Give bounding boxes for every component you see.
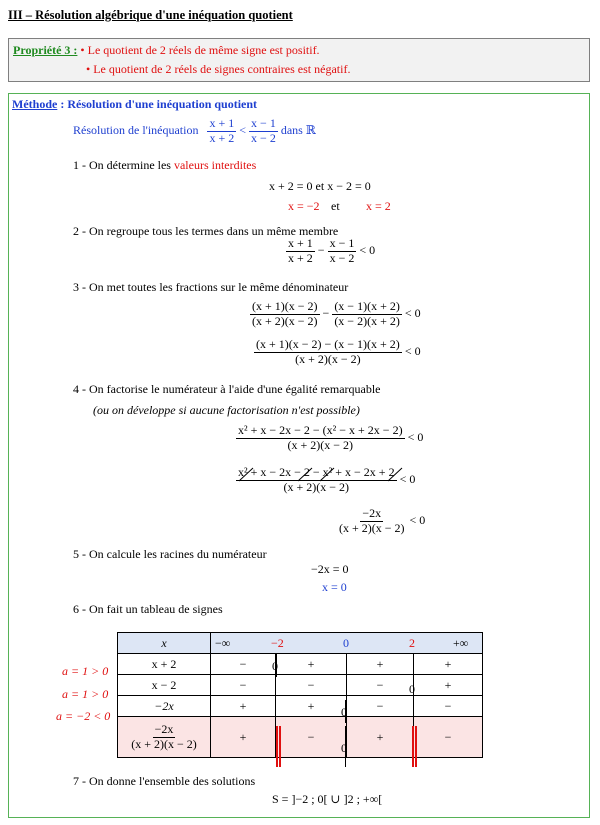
section-title: III – Résolution algébrique d'une inéquation quotient: [8, 8, 293, 22]
step-1-and: et: [331, 199, 340, 213]
row-2-sign-2: −: [276, 675, 347, 696]
quotient-sign-3: +: [347, 717, 414, 758]
intro-text: Résolution de l'inéquation: [73, 123, 199, 138]
sign-row-1: [118, 654, 483, 675]
coef-row-3: a = −2 < 0: [56, 709, 111, 723]
step-1-solution-1: x = −2: [288, 199, 320, 213]
header-value-0: 0: [343, 636, 349, 650]
zero-quotient: 0: [341, 741, 347, 755]
step-4-fraction-2: $\frac{\text{x² + x − 2x − 2 − x² + x − 2x + 2}}{(x + 2)(x - 2)}$: [238, 465, 395, 494]
row-1-sign-4: +: [414, 654, 483, 675]
forbidden-bar-2: [412, 726, 414, 767]
header-plus-infinity: +∞: [453, 636, 469, 650]
step-2-fraction-2: $\frac{x - 1}{x - 2}$: [329, 236, 355, 265]
sign-table-header: [118, 633, 483, 654]
row-2-sign-1: −: [211, 675, 276, 696]
property-line-2: • Le quotient de 2 réels de signes contraires est négatif.: [86, 62, 351, 76]
step-3: 3 - On met toutes les fractions sur le même dénominateur: [73, 280, 349, 294]
row-1-sign-3: +: [347, 654, 414, 675]
property-line-1: • Le quotient de 2 réels de même signe est positif.: [80, 43, 320, 57]
property-box: [8, 38, 590, 82]
step-4-expression-2: $\frac{\text{x² + x − 2x − 2 − x² + x − 2x + 2}}{(x + 2)(x - 2)}$ < 0: [238, 465, 416, 494]
row-1-sign-2: +: [276, 654, 347, 675]
step-1-text: 1 - On détermine les: [73, 158, 174, 172]
step-1-highlight: valeurs interdites: [173, 158, 257, 172]
step-4-fraction-3: $\frac{-2x}{(x + 2)(x - 2)}$: [339, 506, 405, 535]
step-1: [73, 158, 256, 173]
header-value-minus-2: −2: [271, 636, 284, 650]
property-label: Propriété 3 :: [13, 43, 78, 57]
method-heading: : Résolution d'une inéquation quotient: [57, 97, 258, 111]
header-value-2: 2: [409, 636, 415, 650]
method-title: [12, 97, 257, 112]
forbidden-bar-2-b: [415, 726, 417, 767]
coef-row-1: a = 1 > 0: [62, 664, 109, 678]
row-1-sign-1: −: [211, 654, 276, 675]
method-label: Méthode: [12, 97, 58, 111]
step-3-fraction-2: $\frac{(x - 1)(x + 2)}{(x - 2)(x + 2)}$: [334, 299, 400, 328]
step-3-expression-2: $\frac{(x + 1)(x - 2) - (x - 1)(x + 2)}{(x + 2)(x - 2)}$ < 0: [256, 337, 421, 366]
zero-row-2: 0: [409, 682, 415, 696]
intro-domain: dans ℝ: [280, 123, 316, 138]
sign-row-2: [118, 675, 483, 696]
step-5-equation: −2x = 0: [311, 562, 349, 576]
step-4-expression-3: $\frac{-2x}{(x + 2)(x - 2)}$ < 0: [339, 506, 426, 535]
intro-lt: <: [239, 123, 247, 138]
row-3-sign-3: −: [347, 696, 414, 717]
step-3-expression-1: $\frac{(x + 1)(x - 2)}{(x + 2)(x - 2)}$ − $\frac{(x - 1)(x + 2)}{(x - 2)(x + 2)}$ < 0: [252, 299, 421, 328]
zero-row-3: 0: [341, 705, 347, 719]
step-5: 5 - On calcule les racines du numérateur: [73, 547, 267, 561]
step-4-note: (ou on développe si aucune factorisation n'est possible): [93, 403, 360, 417]
step-5-solution: x = 0: [322, 580, 347, 594]
quotient-sign-1: +: [211, 717, 276, 758]
quotient-sign-4: −: [414, 717, 483, 758]
row-2-sign-3: −: [347, 675, 414, 696]
intro-line: [73, 117, 316, 146]
row-3-sign-1: +: [211, 696, 276, 717]
zero-row-1: 0: [272, 659, 278, 673]
sign-row-3: [118, 696, 483, 717]
header-x: x: [118, 633, 211, 654]
sign-row-quotient: [118, 717, 483, 758]
intro-fraction-2: $\frac{x - 1}{x - 2}$: [251, 116, 276, 145]
step-2-fraction-1: $\frac{x + 1}{x + 2}$: [288, 236, 313, 265]
step-3-fraction-combined: $\frac{(x + 1)(x - 2) - (x - 1)(x + 2)}{(x + 2)(x - 2)}$: [256, 337, 400, 366]
quotient-sign-2: −: [276, 717, 347, 758]
sign-table: [117, 632, 483, 758]
row-3-label: −2x: [118, 696, 211, 717]
coef-row-2: a = 1 > 0: [62, 687, 109, 701]
intro-fraction-1: $\frac{x + 1}{x + 2}$: [209, 116, 235, 145]
step-1-equations: x + 2 = 0 et x − 2 = 0: [269, 179, 371, 193]
header-minus-infinity: −∞: [215, 636, 231, 650]
row-2-label: x − 2: [118, 675, 211, 696]
step-2: 2 - On regroupe tous les termes dans un même membre: [73, 224, 339, 238]
row-2-sign-4: +: [414, 675, 483, 696]
step-4-expression-1: $\frac{\text{x² + x − 2x − 2 − (x² − x + 2x − 2)}}{(x + 2)(x - 2)}$ < 0: [238, 423, 424, 452]
step-2-expression: $\frac{x + 1}{x + 2}$ − $\frac{x - 1}{x - 2}$ < 0: [288, 236, 376, 265]
row-3-sign-2: +: [276, 696, 347, 717]
row-3-sign-4: −: [414, 696, 483, 717]
row-1-label: x + 2: [118, 654, 211, 675]
forbidden-bar-minus-2-b: [279, 726, 281, 767]
quotient-label: $\frac{-2x}{(x + 2)(x - 2)}$: [118, 717, 211, 758]
step-4-fraction-1: $\frac{\text{x² + x − 2x − 2 − (x² − x + 2x − 2)}}{(x + 2)(x - 2)}$: [238, 423, 403, 452]
step-1-solution-2: x = 2: [366, 199, 391, 213]
forbidden-bar-minus-2: [276, 726, 278, 767]
step-3-fraction-1: $\frac{(x + 1)(x - 2)}{(x + 2)(x - 2)}$: [252, 299, 318, 328]
step-7: 7 - On donne l'ensemble des solutions: [73, 774, 256, 788]
step-4: 4 - On factorise le numérateur à l'aide d'une égalité remarquable: [73, 382, 381, 396]
header-values: [211, 633, 483, 654]
cancellation-strokes: [236, 466, 406, 484]
step-6: 6 - On fait un tableau de signes: [73, 602, 223, 616]
solution-set: S = ]−2 ; 0[ ∪ ]2 ; +∞[: [272, 792, 383, 806]
